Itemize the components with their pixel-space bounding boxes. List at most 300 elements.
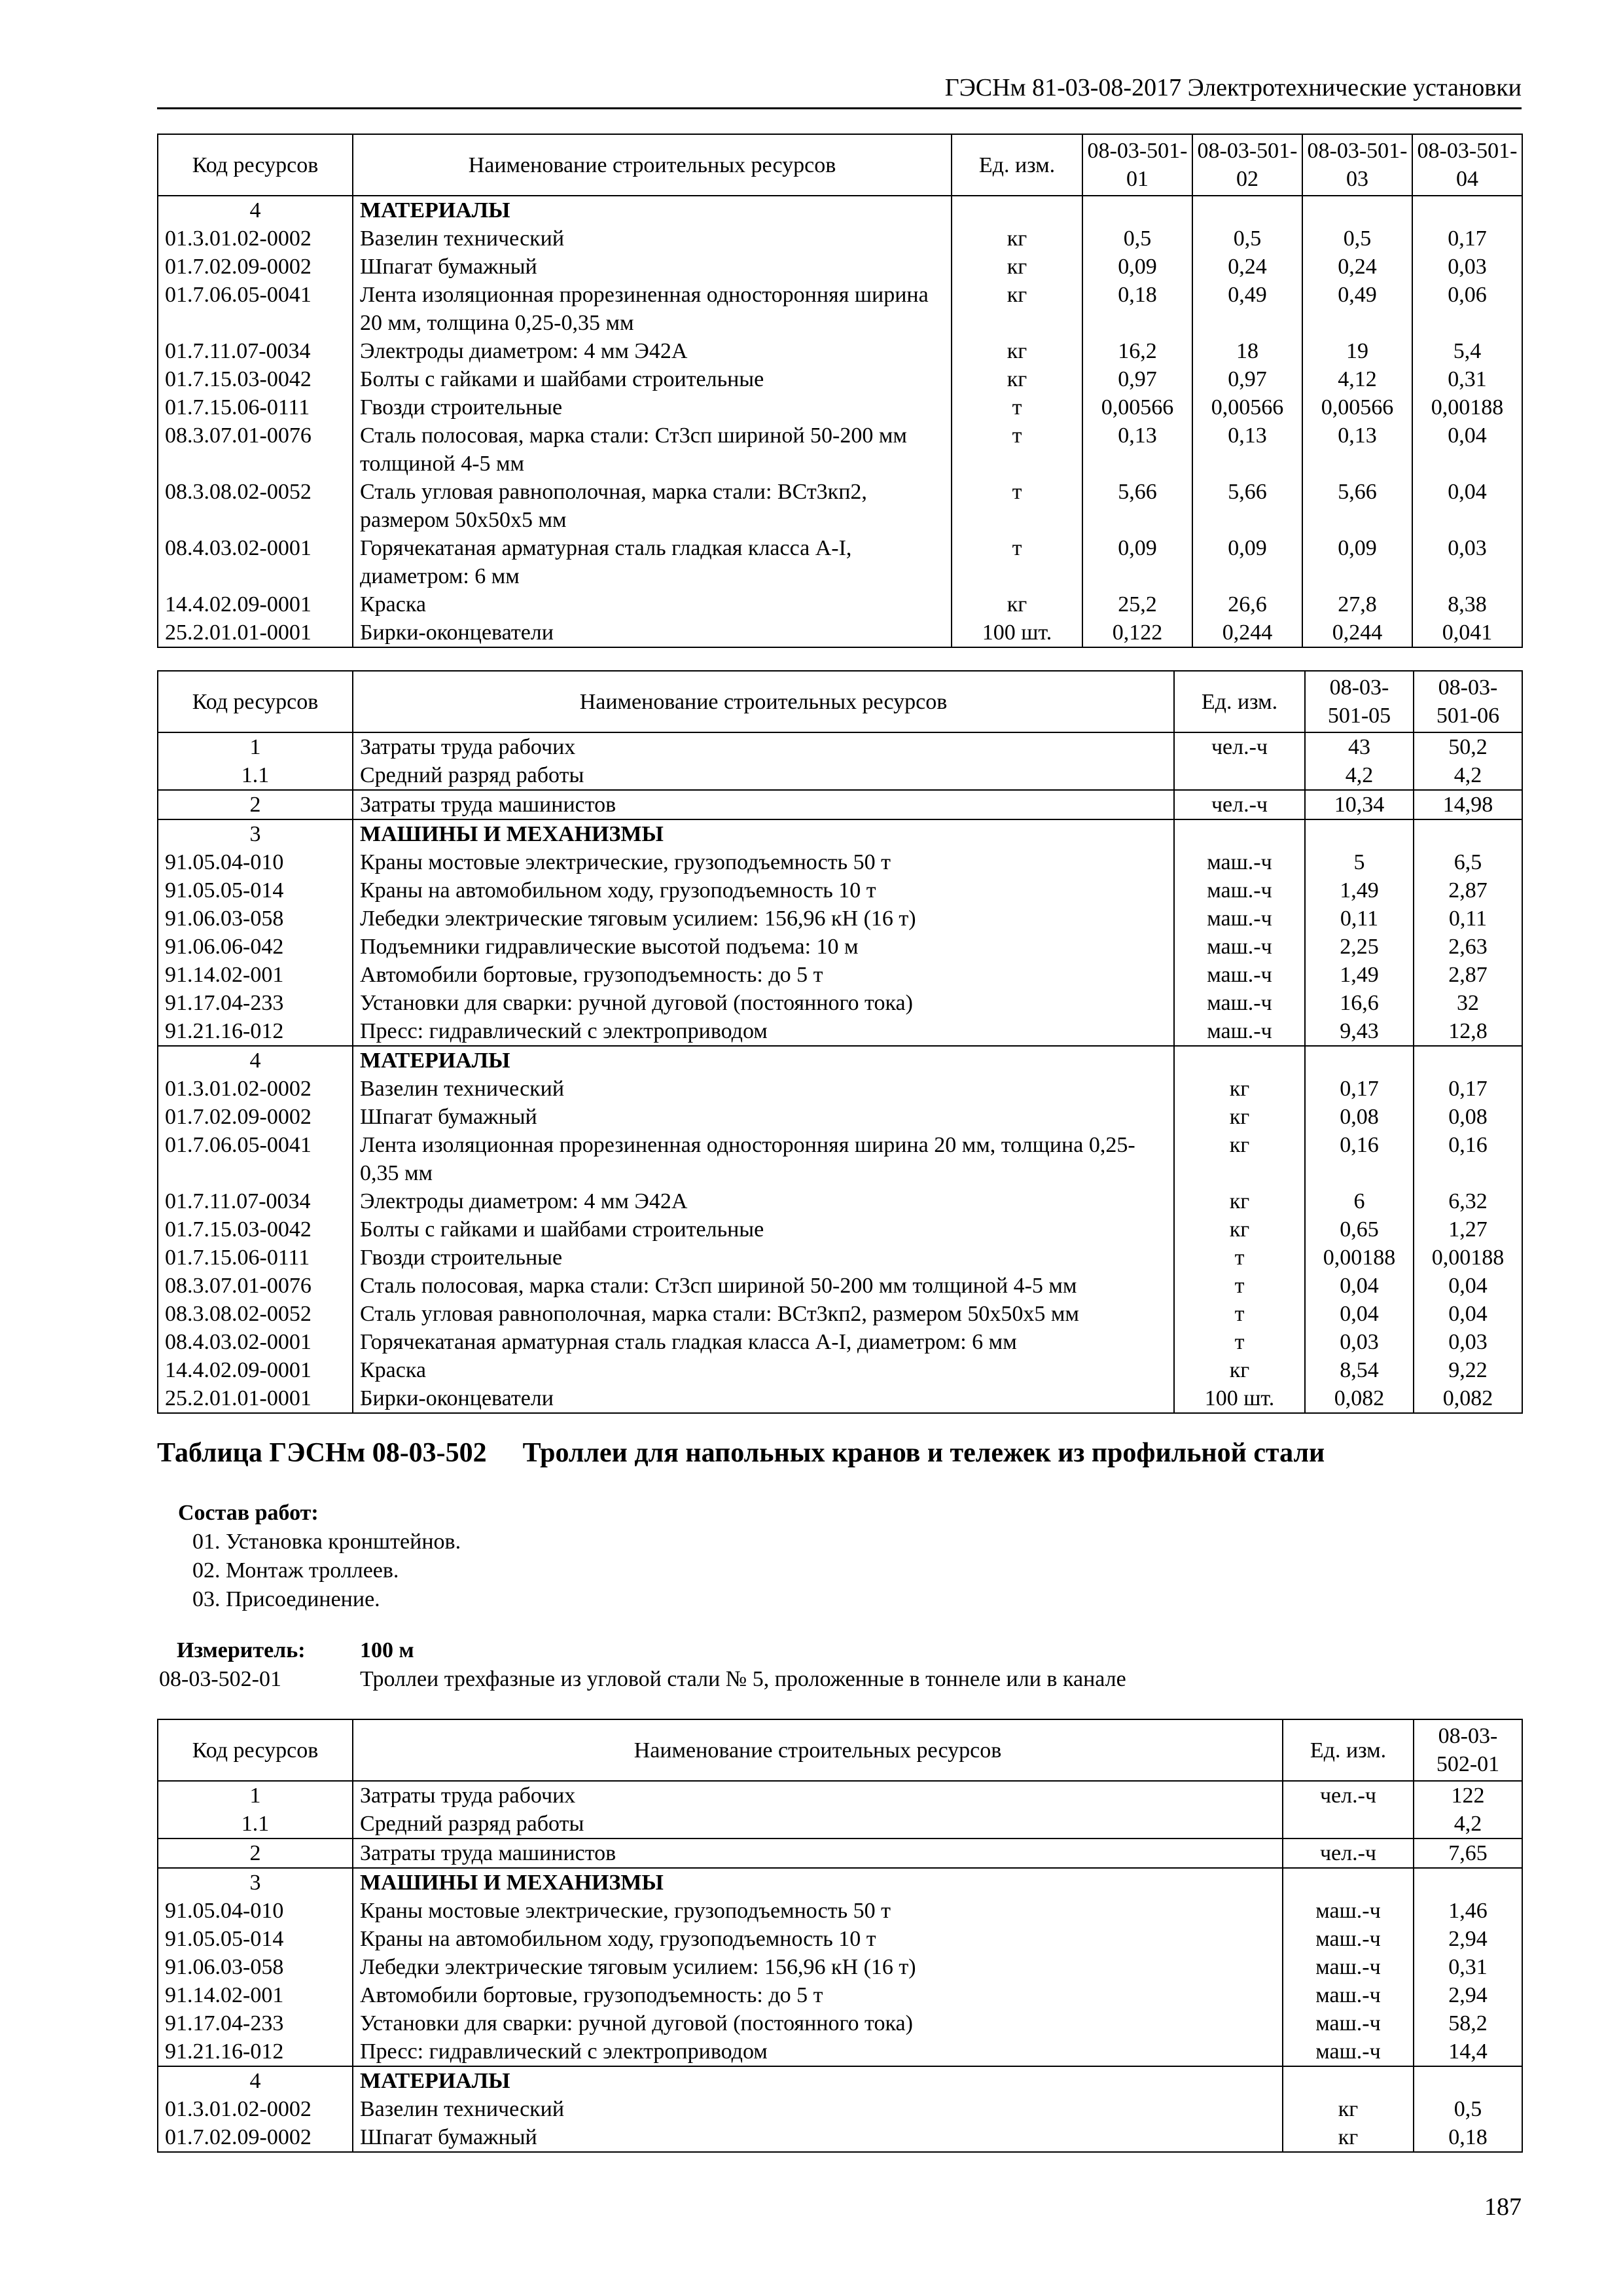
resource-code: 1.1 [158, 1810, 353, 1839]
norm-value: 0,17 [1412, 224, 1522, 253]
resource-unit [1283, 2066, 1414, 2095]
table-row [158, 619, 1522, 647]
table-row [158, 1897, 1522, 1925]
table-row [158, 253, 1522, 281]
table-row [158, 2095, 1522, 2123]
norm-value: 9,43 [1305, 1017, 1414, 1046]
norm-value: 0,03 [1305, 1328, 1414, 1356]
resource-code: 01.7.06.05-0041 [158, 1131, 353, 1187]
table-row [158, 989, 1522, 1017]
work-item: 01. Установка кронштейнов. [192, 1530, 461, 1554]
resource-name: Горячекатаная арматурная сталь гладкая класса А-I, диаметром: 6 мм [353, 534, 952, 590]
resource-code: 01.7.15.03-0042 [158, 365, 353, 393]
table-row [158, 1131, 1522, 1187]
section-row [158, 196, 1522, 224]
norm-value: 122 [1414, 1781, 1522, 1810]
table-row [158, 393, 1522, 422]
resource-table-501-05-06 [157, 670, 1523, 1414]
resource-unit: кг [1283, 2095, 1414, 2123]
norm-value: 1,27 [1414, 1215, 1522, 1244]
norm-value: 0,04 [1305, 1272, 1414, 1300]
table-row [158, 905, 1522, 933]
norm-value: 4,2 [1414, 761, 1522, 790]
norm-value: 0,24 [1302, 253, 1412, 281]
norm-value: 6 [1305, 1187, 1414, 1215]
norm-value: 1,49 [1305, 961, 1414, 989]
resource-name: Средний разряд работы [353, 761, 1174, 790]
resource-code: 2 [158, 790, 353, 819]
norm-value: 26,6 [1192, 590, 1302, 619]
resource-name: Сталь угловая равнополочная, марка стали: ВСт3кп2, размером 50х50х5 мм [353, 1300, 1174, 1328]
table-row [158, 422, 1522, 478]
col-header-unit: Ед. изм. [1283, 1719, 1414, 1781]
resource-unit: кг [952, 281, 1082, 337]
resource-name: Краска [353, 590, 952, 619]
norm-value: 0,04 [1414, 1272, 1522, 1300]
norm-value [1302, 196, 1412, 224]
resource-name: Затраты труда рабочих [353, 732, 1174, 761]
resource-code: 1 [158, 1781, 353, 1810]
norm-value [1192, 196, 1302, 224]
work-composition [178, 1499, 461, 1614]
resource-unit: т [1174, 1272, 1305, 1300]
resource-name: Бирки-оконцеватели [353, 1384, 1174, 1413]
resource-name: Пресс: гидравлический с электроприводом [353, 2037, 1283, 2066]
resource-name: Сталь полосовая, марка стали: Ст3сп шириной 50-200 мм толщиной 4-5 мм [353, 422, 952, 478]
norm-value: 0,13 [1192, 422, 1302, 478]
table-row [158, 933, 1522, 961]
norm-value: 0,31 [1412, 365, 1522, 393]
resource-code: 01.7.02.09-0002 [158, 1103, 353, 1131]
section-row [158, 2066, 1522, 2095]
document-header-title: ГЭСНм 81-03-08-2017 Электротехнические установки [944, 74, 1522, 101]
table-row [158, 1075, 1522, 1103]
norm-value: 0,04 [1412, 422, 1522, 478]
resource-code: 1 [158, 732, 353, 761]
resource-code: 91.17.04-233 [158, 989, 353, 1017]
resource-unit: маш.-ч [1283, 2009, 1414, 2037]
norm-value: 25,2 [1082, 590, 1192, 619]
resource-unit: 100 шт. [952, 619, 1082, 647]
table-row [158, 1244, 1522, 1272]
resource-name: Шпагат бумажный [353, 1103, 1174, 1131]
resource-name: Бирки-оконцеватели [353, 619, 952, 647]
norm-value [1414, 819, 1522, 848]
resource-unit: кг [1174, 1356, 1305, 1384]
norm-value: 0,24 [1192, 253, 1302, 281]
resource-name: Шпагат бумажный [353, 2123, 1283, 2152]
resource-name: Электроды диаметром: 4 мм Э42А [353, 1187, 1174, 1215]
resource-name: Автомобили бортовые, грузоподъемность: до 5 т [353, 961, 1174, 989]
section-row [158, 1046, 1522, 1075]
resource-name: Краска [353, 1356, 1174, 1384]
resource-code: 91.05.05-014 [158, 876, 353, 905]
norm-value: 0,244 [1192, 619, 1302, 647]
col-header-name: Наименование строительных ресурсов [353, 134, 952, 196]
col-header-name: Наименование строительных ресурсов [353, 671, 1174, 732]
norm-value: 0,06 [1412, 281, 1522, 337]
resource-code: 2 [158, 1839, 353, 1868]
meter-value: 100 м [360, 1638, 414, 1662]
resource-unit [1174, 819, 1305, 848]
resource-code: 91.05.05-014 [158, 1925, 353, 1953]
norm-value: 0,244 [1302, 619, 1412, 647]
resource-name: Средний разряд работы [353, 1810, 1283, 1839]
resource-name: Затраты труда машинистов [353, 790, 1174, 819]
page-number: 187 [1484, 2193, 1522, 2221]
table-row [158, 2123, 1522, 2152]
norm-value: 0,65 [1305, 1215, 1414, 1244]
norm-value: 0,041 [1412, 619, 1522, 647]
norm-value: 0,09 [1082, 253, 1192, 281]
table-section-title [157, 1437, 1325, 1469]
table-row [158, 1103, 1522, 1131]
norm-value: 0,5 [1302, 224, 1412, 253]
resource-name: Подъемники гидравлические высотой подъема: 10 м [353, 933, 1174, 961]
table-row [158, 590, 1522, 619]
resource-unit: кг [1174, 1075, 1305, 1103]
col-header-norm: 08-03-501-04 [1412, 134, 1522, 196]
resource-code: 01.7.15.06-0111 [158, 393, 353, 422]
norm-value [1082, 196, 1192, 224]
norm-value: 2,25 [1305, 933, 1414, 961]
resource-name: Пресс: гидравлический с электроприводом [353, 1017, 1174, 1046]
resource-code: 01.7.02.09-0002 [158, 253, 353, 281]
resource-code: 01.7.11.07-0034 [158, 337, 353, 365]
meter-label: Измеритель: [177, 1638, 306, 1662]
resource-unit: т [1174, 1300, 1305, 1328]
resource-name: Болты с гайками и шайбами строительные [353, 1215, 1174, 1244]
norm-value: 0,082 [1414, 1384, 1522, 1413]
resource-unit: маш.-ч [1174, 1017, 1305, 1046]
norm-value: 2,63 [1414, 933, 1522, 961]
resource-code: 01.3.01.02-0002 [158, 224, 353, 253]
section-row [158, 1868, 1522, 1897]
resource-code: 3 [158, 1868, 353, 1897]
norm-value: 6,32 [1414, 1187, 1522, 1215]
norm-value: 1,46 [1414, 1897, 1522, 1925]
norm-value: 0,09 [1302, 534, 1412, 590]
resource-code: 08.3.07.01-0076 [158, 422, 353, 478]
resource-code: 01.7.06.05-0041 [158, 281, 353, 337]
col-header-name: Наименование строительных ресурсов [353, 1719, 1283, 1781]
section-row [158, 819, 1522, 848]
table-row [158, 1187, 1522, 1215]
resource-unit: маш.-ч [1174, 905, 1305, 933]
norm-value: 12,8 [1414, 1017, 1522, 1046]
norm-value: 58,2 [1414, 2009, 1522, 2037]
resource-unit: т [952, 422, 1082, 478]
norm-value: 43 [1305, 732, 1414, 761]
resource-unit: маш.-ч [1283, 2037, 1414, 2066]
table-row [158, 478, 1522, 534]
resource-code: 1.1 [158, 761, 353, 790]
resource-unit [1174, 761, 1305, 790]
resource-unit: маш.-ч [1283, 1925, 1414, 1953]
norm-value: 0,18 [1414, 2123, 1522, 2152]
resource-unit: т [952, 478, 1082, 534]
table-title: Троллеи для напольных кранов и тележек из профильной стали [522, 1438, 1325, 1468]
norm-value: 0,00566 [1302, 393, 1412, 422]
resource-name: Шпагат бумажный [353, 253, 952, 281]
resource-name: Лента изоляционная прорезиненная односторонняя ширина 20 мм, толщина 0,25-0,35 мм [353, 1131, 1174, 1187]
resource-code: 25.2.01.01-0001 [158, 619, 353, 647]
norm-value: 4,2 [1414, 1810, 1522, 1839]
norm-value: 5,66 [1302, 478, 1412, 534]
norm-value: 0,04 [1412, 478, 1522, 534]
resource-code: 91.17.04-233 [158, 2009, 353, 2037]
resource-code: 4 [158, 2066, 353, 2095]
col-header-unit: Ед. изм. [1174, 671, 1305, 732]
col-header-norm: 08-03-502-01 [1414, 1719, 1522, 1781]
col-header-code: Код ресурсов [158, 671, 353, 732]
resource-code: 91.14.02-001 [158, 1981, 353, 2009]
resource-code: 14.4.02.09-0001 [158, 590, 353, 619]
table-row [158, 1356, 1522, 1384]
norm-value [1414, 2066, 1522, 2095]
resource-unit: кг [952, 253, 1082, 281]
resource-name: Гвозди строительные [353, 393, 952, 422]
table-row [158, 1781, 1522, 1810]
norm-value: 7,65 [1414, 1839, 1522, 1868]
table-row [158, 1272, 1522, 1300]
norm-value: 8,38 [1412, 590, 1522, 619]
norm-value: 0,00188 [1414, 1244, 1522, 1272]
resource-name: Установки для сварки: ручной дуговой (постоянного тока) [353, 2009, 1283, 2037]
resource-name: МАШИНЫ И МЕХАНИЗМЫ [353, 1868, 1283, 1897]
norm-value: 0,49 [1192, 281, 1302, 337]
resource-unit: кг [1174, 1103, 1305, 1131]
resource-unit: маш.-ч [1283, 1897, 1414, 1925]
resource-code: 91.05.04-010 [158, 848, 353, 876]
col-header-norm: 08-03-501-01 [1082, 134, 1192, 196]
table-row [158, 1300, 1522, 1328]
resource-code: 01.7.15.03-0042 [158, 1215, 353, 1244]
norm-value: 0,11 [1414, 905, 1522, 933]
resource-unit [1174, 1046, 1305, 1075]
resource-unit: маш.-ч [1174, 848, 1305, 876]
resource-name: Сталь полосовая, марка стали: Ст3сп шириной 50-200 мм толщиной 4-5 мм [353, 1272, 1174, 1300]
resource-name: Краны мостовые электрические, грузоподъемность 50 т [353, 1897, 1283, 1925]
resource-unit: кг [1174, 1215, 1305, 1244]
norm-value: 1,49 [1305, 876, 1414, 905]
resource-code: 08.3.07.01-0076 [158, 1272, 353, 1300]
resource-name: МАТЕРИАЛЫ [353, 196, 952, 224]
norm-value: 0,11 [1305, 905, 1414, 933]
resource-unit [1283, 1868, 1414, 1897]
norm-value: 9,22 [1414, 1356, 1522, 1384]
norm-value: 4,2 [1305, 761, 1414, 790]
norm-value: 0,04 [1414, 1300, 1522, 1328]
resource-code: 08.3.08.02-0052 [158, 1300, 353, 1328]
norm-value: 0,5 [1192, 224, 1302, 253]
resource-code: 91.06.03-058 [158, 1953, 353, 1981]
resource-code: 14.4.02.09-0001 [158, 1356, 353, 1384]
norm-value [1414, 1046, 1522, 1075]
table-row [158, 337, 1522, 365]
work-item: 02. Монтаж троллеев. [192, 1558, 399, 1583]
work-item: 03. Присоединение. [192, 1587, 380, 1611]
resource-unit: чел.-ч [1283, 1839, 1414, 1868]
resource-unit: чел.-ч [1174, 790, 1305, 819]
resource-name: Вазелин технический [353, 2095, 1283, 2123]
norm-value: 0,5 [1082, 224, 1192, 253]
resource-unit: т [1174, 1244, 1305, 1272]
norm-value: 0,09 [1192, 534, 1302, 590]
norm-value: 32 [1414, 989, 1522, 1017]
norm-value: 0,03 [1412, 253, 1522, 281]
norm-value: 0,18 [1082, 281, 1192, 337]
resource-unit: маш.-ч [1283, 1953, 1414, 1981]
norm-value: 0,49 [1302, 281, 1412, 337]
col-header-norm: 08-03-501-03 [1302, 134, 1412, 196]
resource-code: 01.3.01.02-0002 [158, 2095, 353, 2123]
work-heading: Состав работ: [178, 1501, 319, 1525]
resource-name: Сталь угловая равнополочная, марка стали: ВСт3кп2, размером 50х50х5 мм [353, 478, 952, 534]
resource-name: Вазелин технический [353, 1075, 1174, 1103]
resource-unit: маш.-ч [1174, 989, 1305, 1017]
table-row [158, 761, 1522, 790]
norm-value: 0,97 [1082, 365, 1192, 393]
norm-value: 2,87 [1414, 876, 1522, 905]
col-header-norm: 08-03-501-02 [1192, 134, 1302, 196]
norm-value: 2,87 [1414, 961, 1522, 989]
col-header-code: Код ресурсов [158, 134, 353, 196]
col-header-norm: 08-03-501-05 [1305, 671, 1414, 732]
resource-code: 08.4.03.02-0001 [158, 534, 353, 590]
resource-name: Электроды диаметром: 4 мм Э42А [353, 337, 952, 365]
resource-name: Болты с гайками и шайбами строительные [353, 365, 952, 393]
resource-code: 4 [158, 1046, 353, 1075]
resource-code: 01.7.15.06-0111 [158, 1244, 353, 1272]
table-row [158, 1839, 1522, 1868]
header-rule [157, 107, 1522, 109]
resource-name: Установки для сварки: ручной дуговой (постоянного тока) [353, 989, 1174, 1017]
table-row [158, 790, 1522, 819]
norm-value: 0,04 [1305, 1300, 1414, 1328]
norm-value: 0,00566 [1192, 393, 1302, 422]
resource-unit: кг [952, 590, 1082, 619]
norm-value: 0,122 [1082, 619, 1192, 647]
norm-value: 0,08 [1305, 1103, 1414, 1131]
norm-value [1414, 1868, 1522, 1897]
table-row [158, 1328, 1522, 1356]
resource-name: Гвозди строительные [353, 1244, 1174, 1272]
resource-unit: кг [1174, 1131, 1305, 1187]
resource-code: 3 [158, 819, 353, 848]
norm-value: 4,12 [1302, 365, 1412, 393]
table-label: Таблица ГЭСНм 08-03-502 [157, 1438, 487, 1468]
norm-value: 16,6 [1305, 989, 1414, 1017]
resource-unit: кг [952, 224, 1082, 253]
norm-value: 0,97 [1192, 365, 1302, 393]
norm-value: 2,94 [1414, 1981, 1522, 2009]
resource-name: Автомобили бортовые, грузоподъемность: до 5 т [353, 1981, 1283, 2009]
table-row [158, 2009, 1522, 2037]
resource-code: 91.05.04-010 [158, 1897, 353, 1925]
table-row [158, 281, 1522, 337]
resource-unit: чел.-ч [1283, 1781, 1414, 1810]
norm-value: 0,16 [1305, 1131, 1414, 1187]
norm-value: 14,98 [1414, 790, 1522, 819]
item-description: Троллеи трехфазные из угловой стали № 5, проложенные в тоннеле или в канале [360, 1667, 1126, 1691]
norm-value [1412, 196, 1522, 224]
resource-code: 01.7.02.09-0002 [158, 2123, 353, 2152]
resource-unit: т [952, 393, 1082, 422]
item-code: 08-03-502-01 [159, 1667, 281, 1691]
resource-code: 01.7.11.07-0034 [158, 1187, 353, 1215]
resource-name: Лебедки электрические тяговым усилием: 156,96 кН (16 т) [353, 905, 1174, 933]
table-row [158, 1953, 1522, 1981]
norm-value: 5,66 [1192, 478, 1302, 534]
norm-value: 16,2 [1082, 337, 1192, 365]
col-header-code: Код ресурсов [158, 1719, 353, 1781]
resource-unit: т [952, 534, 1082, 590]
norm-value: 14,4 [1414, 2037, 1522, 2066]
resource-table-501-01-04 [157, 134, 1523, 648]
norm-value: 0,00188 [1412, 393, 1522, 422]
norm-value: 0,16 [1414, 1131, 1522, 1187]
table-row [158, 732, 1522, 761]
resource-name: Лебедки электрические тяговым усилием: 156,96 кН (16 т) [353, 1953, 1283, 1981]
resource-unit: маш.-ч [1174, 876, 1305, 905]
norm-value: 19 [1302, 337, 1412, 365]
norm-value: 27,8 [1302, 590, 1412, 619]
norm-value [1305, 819, 1414, 848]
norm-value: 2,94 [1414, 1925, 1522, 1953]
table-row [158, 224, 1522, 253]
resource-unit: кг [1283, 2123, 1414, 2152]
norm-value: 18 [1192, 337, 1302, 365]
norm-value: 0,17 [1305, 1075, 1414, 1103]
norm-value: 8,54 [1305, 1356, 1414, 1384]
norm-value: 0,5 [1414, 2095, 1522, 2123]
resource-unit [952, 196, 1082, 224]
table-row [158, 365, 1522, 393]
norm-value: 0,03 [1412, 534, 1522, 590]
table-row [158, 876, 1522, 905]
resource-name: Вазелин технический [353, 224, 952, 253]
resource-unit: т [1174, 1328, 1305, 1356]
resource-unit: кг [952, 337, 1082, 365]
resource-code: 01.3.01.02-0002 [158, 1075, 353, 1103]
resource-name: Затраты труда машинистов [353, 1839, 1283, 1868]
resource-name: МАШИНЫ И МЕХАНИЗМЫ [353, 819, 1174, 848]
norm-value: 0,13 [1082, 422, 1192, 478]
table-row [158, 961, 1522, 989]
resource-name: Краны мостовые электрические, грузоподъемность 50 т [353, 848, 1174, 876]
table-row [158, 1981, 1522, 2009]
resource-code: 08.4.03.02-0001 [158, 1328, 353, 1356]
norm-value: 5 [1305, 848, 1414, 876]
resource-code: 4 [158, 196, 353, 224]
norm-value: 6,5 [1414, 848, 1522, 876]
resource-unit: 100 шт. [1174, 1384, 1305, 1413]
col-header-unit: Ед. изм. [952, 134, 1082, 196]
resource-code: 91.21.16-012 [158, 2037, 353, 2066]
table-row [158, 534, 1522, 590]
table-row [158, 1017, 1522, 1046]
norm-value: 0,09 [1082, 534, 1192, 590]
resource-name: МАТЕРИАЛЫ [353, 1046, 1174, 1075]
resource-name: Краны на автомобильном ходу, грузоподъемность 10 т [353, 876, 1174, 905]
norm-value: 0,00566 [1082, 393, 1192, 422]
resource-unit: кг [952, 365, 1082, 393]
table-row [158, 1810, 1522, 1839]
table-row [158, 2037, 1522, 2066]
resource-code: 91.06.03-058 [158, 905, 353, 933]
resource-name: Лента изоляционная прорезиненная односторонняя ширина 20 мм, толщина 0,25-0,35 мм [353, 281, 952, 337]
